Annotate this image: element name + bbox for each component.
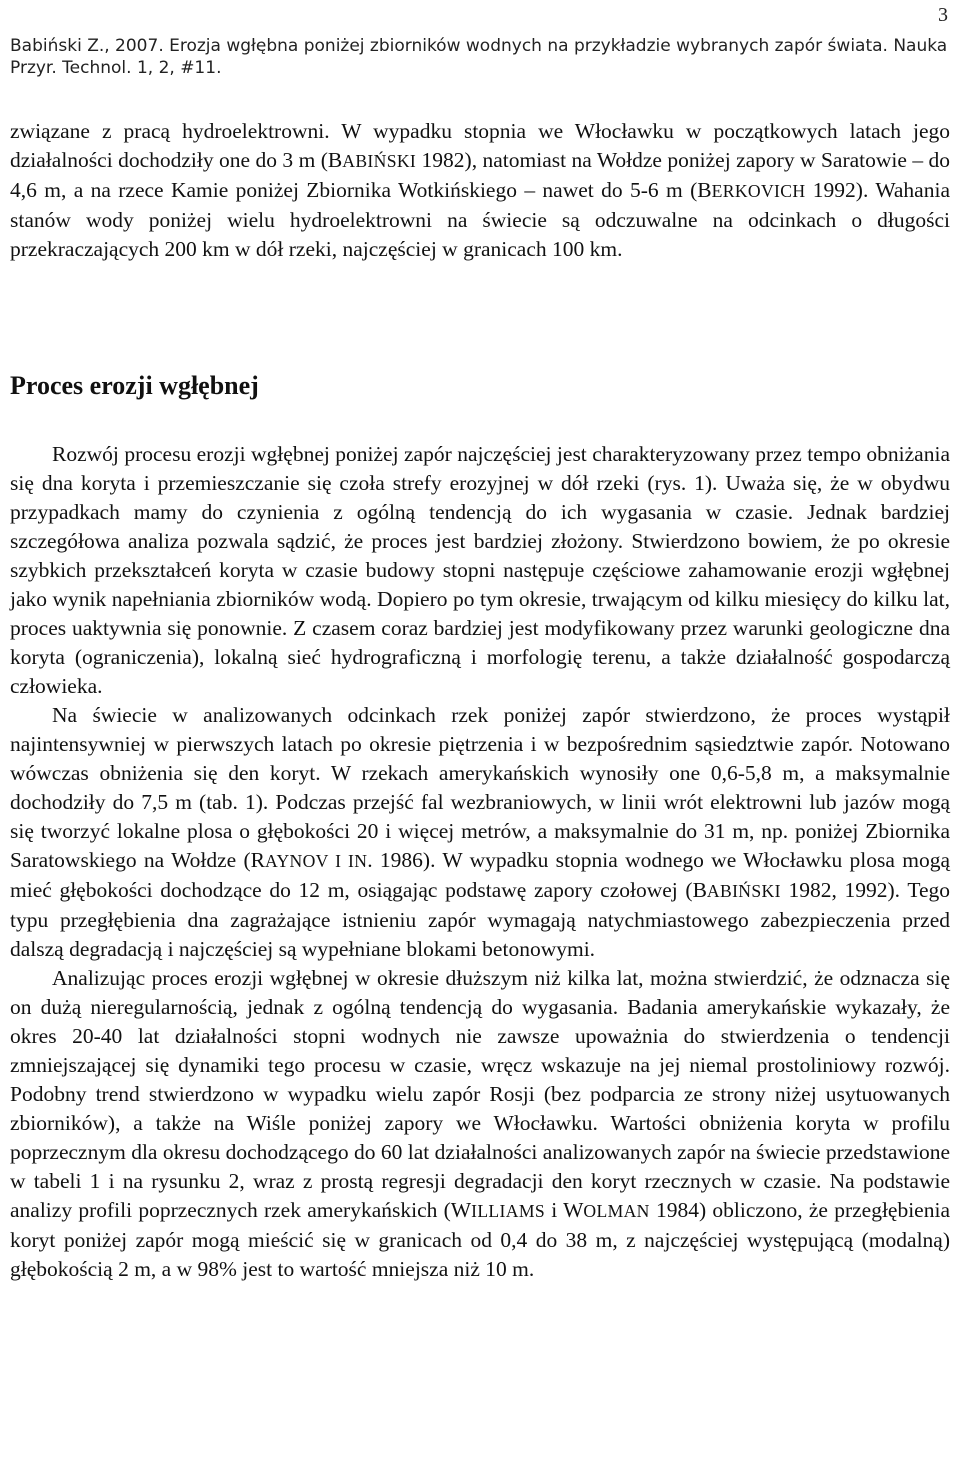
author-name: ERKOVICH <box>711 181 806 201</box>
text-run: 1984) obliczono, że przegłębienia koryt poniżej zapór mogą mieścić się w granicach od 0,4 do 38 m, z najczęściej występującą (modalną) głębokością 2 m, a w 98% jest to wartość mniejsza niż 10 m. <box>10 1198 950 1281</box>
text-run: i W <box>545 1198 584 1222</box>
paragraph-2 <box>10 701 950 964</box>
paragraph-3 <box>10 964 950 1284</box>
text-run: związane z pracą hydroelektrowni. W wypadku stopnia we Włocławku w początkowych latach jego działalności dochodziły one do 3 m (B <box>10 119 950 172</box>
author-name: ABIŃSKI <box>342 151 417 171</box>
author-name: ILLIAMS <box>471 1201 545 1221</box>
text-run: 1982, 1992). Tego typu przegłębienia dna zagrażające istnieniu zapór wymagają natychmiastowego zabezpieczenia przed dalszą degradacją i najczęściej są wypełniane blokami betonowymi. <box>10 878 950 961</box>
author-name: AYNOV I IN <box>265 851 368 871</box>
text-run: 1992). Wahania stanów wody poniżej wielu hydroelektrowni na świecie są odczuwalne na odcinkach o długości przekraczających 200 km w dół rzeki, najczęściej w granicach 100 km. <box>10 178 950 261</box>
author-name: ABIŃSKI <box>706 881 781 901</box>
section-heading: Proces erozji wgłębnej <box>10 371 259 400</box>
text-run: . 1986). W wypadku stopnia wodnego we Włocławku plosa mogą mieć głębokości dochodzące do 12 m, osiągając podstawę zapory czołowej (B <box>10 848 950 902</box>
text-run: Na świecie w analizowanych odcinkach rzek poniżej zapór stwierdzono, że proces wystąpił najintensywniej w pierwszych latach po okresie piętrzenia i w bezpośrednim sąsiedztwie zapór. Notowano wówczas obniżenia się den koryt. W rzekach amerykańskich wynosiły one 0,6-5,8 m, a maksymalnie dochodziły do 7,5 m (tab. 1). Podczas przejść fal wezbraniowych, w linii wrót elektrowni lub jazów mogą się tworzyć lokalne plosa o głębokości 20 i więcej metrów, a maksymalnie do 31 m, np. poniżej Zbiornika Saratowskiego na Wołdze (R <box>10 703 950 872</box>
page-number: 3 <box>938 4 948 26</box>
section-body <box>10 440 950 1284</box>
text-run: Analizując proces erozji wgłębnej w okresie dłuższym niż kilka lat, można stwierdzić, że odznacza się on dużą nieregularnością, jednak z ogólną tendencją do wygasania. Badania amerykańskie wykazały, że okres 20-40 lat działalności stopni wodnych nie zawsze upoważnia do stwierdzenia o tendencji zmniejszającej się dynamiki tego procesu w czasie, wręcz wskazuje na jej niemal prostoliniowy rozwój. Podobny trend stwierdzono w wypadku wielu zapór Rosji (bez podparcia ze strony niżej usytuowanych zbiorników), a także na Wiśle poniżej zapory we Włocławku. Wartości obniżenia koryta w profilu poprzecznym dla okresu dochodzącego do 60 lat działalności analizowanych zapór na świecie przedstawione w tabeli 1 i na rysunku 2, wraz z prostą regresji degradacji den koryt rzecznych w czasie. Na podstawie analizy profili poprzecznych rzek amerykańskich (W <box>10 966 950 1222</box>
text-run: 1982), natomiast na Wołdze poniżej zapory w Saratowie – do 4,6 m, a na rzece Kamie poniżej Zbiornika Wotkińskiego – nawet do 5-6 m (B <box>10 148 951 202</box>
citation-header: Babiński Z., 2007. Erozja wgłębna poniżej zbiorników wodnych na przykładzie wybranych zapór świata. Nauka Przyr. Technol. 1, 2, #11. <box>10 36 948 78</box>
author-name: OLMAN <box>583 1201 650 1221</box>
intro-paragraph <box>10 117 950 264</box>
paragraph-1: Rozwój procesu erozji wgłębnej poniżej zapór najczęściej jest charakteryzowany przez tempo obniżania się dna koryta i przemieszczanie się czoła strefy erozyjnej w dół rzeki (rys. 1). Uważa się, że w obydwu przypadkach mamy do czynienia z ogólną tendencją do ich wygasania w czasie. Jednak bardziej szczegółowa analiza pozwala sądzić, że proces jest bardziej złożony. Stwierdzono bowiem, że po okresie szybkich przekształceń koryta w czasie budowy stopni następuje częściowe zahamowanie erozji wgłębnej jako wynik napełniania zbiorników wodą. Dopiero po tym okresie, trwającym od kilku miesięcy do kilku lat, proces uaktywnia się ponownie. Z czasem coraz bardziej jest modyfikowany przez warunki geologiczne dna koryta (ograniczenia), lokalną sieć hydrograficzną i morfologię terenu, a także działalność gospodarczą człowieka. <box>10 442 950 698</box>
